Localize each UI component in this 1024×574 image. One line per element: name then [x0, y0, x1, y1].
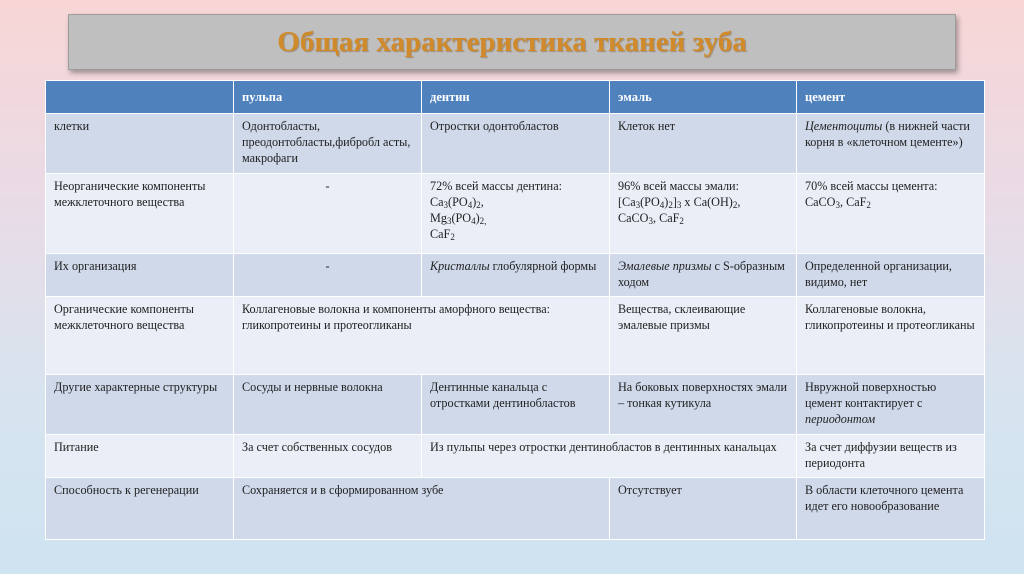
cell-enamel: [610, 174, 797, 254]
cell-pulp: -: [234, 174, 422, 254]
cement-line-2: CaCO$_3$, CaF$_2$: [805, 195, 871, 211]
crystals-term: Кристаллы: [430, 259, 490, 273]
dentin-line-3: $Mg_3(PO_4)_{2,}$: [430, 211, 487, 227]
cell-cement: [797, 174, 985, 254]
cell-pulp: -: [234, 254, 422, 297]
row-label: Другие характерные структуры: [46, 375, 234, 435]
row-nutrition: [46, 435, 985, 478]
cell-pulp: За счет собственных сосудов: [234, 435, 422, 478]
dentin-line-4: CaF$_2$: [430, 227, 455, 243]
header-empty: [46, 81, 234, 114]
header-dentin: дентин: [422, 81, 610, 114]
row-regeneration: [46, 478, 985, 540]
cell-pulp-dentin: Коллагеновые волокна и компоненты аморфного вещества: гликопротеины и протеогликаны: [234, 297, 610, 375]
dentin-line-2: $Ca_3(PO_4)_2$,: [430, 195, 484, 211]
cell-enamel: Клеток нет: [610, 114, 797, 174]
cell-cement: За счет диффузии веществ из периодонта: [797, 435, 985, 478]
enamel-line-1: 96% всей массы эмали:: [618, 179, 739, 193]
row-cells: [46, 114, 985, 174]
cell-cement: Определенной организации, видимо, нет: [797, 254, 985, 297]
cell-dentin: [422, 174, 610, 254]
cell-cement: [797, 114, 985, 174]
tooth-tissues-table: [45, 80, 985, 540]
row-organic: [46, 297, 985, 375]
cell-dentin-enamel: Из пульпы через отростки дентинобластов в дентинных канальцах: [422, 435, 797, 478]
cell-dentin: Отростки одонтобластов: [422, 114, 610, 174]
header-cement: цемент: [797, 81, 985, 114]
cell-enamel: Вещества, склеивающие эмалевые призмы: [610, 297, 797, 375]
periodontium-term: периодонтом: [805, 412, 876, 427]
enamel-prisms-term: Эмалевые призмы: [618, 259, 712, 273]
cell-pulp: Одонтобласты, преодонтобласты,фибробл асты, макрофаги: [234, 114, 422, 174]
cell-enamel: На боковых поверхностях эмали – тонкая кутикула: [610, 375, 797, 435]
row-label: Их организация: [46, 254, 234, 297]
header-row: [46, 81, 985, 114]
cell-cement: Коллагеновые волокна, гликопротеины и протеогликаны: [797, 297, 985, 375]
cell-enamel: Отсутствует: [610, 478, 797, 540]
cell-dentin: Дентинные канальца с отростками дентинобластов: [422, 375, 610, 435]
title-bar: [68, 14, 956, 70]
cell-pulp-dentin: Сохраняется и в сформированном зубе: [234, 478, 610, 540]
slide-title: Общая характеристика тканей зуба: [277, 25, 747, 58]
cement-line-1: 70% всей массы цемента:: [805, 179, 938, 193]
header-enamel: эмаль: [610, 81, 797, 114]
cell-enamel: Эмалевые призмы с S-образным ходом: [610, 254, 797, 297]
enamel-line-3: CaCO$_3$, CaF$_2$: [618, 211, 684, 227]
row-label: Неорганические компоненты межклеточного вещества: [46, 174, 234, 254]
dentin-line-1: 72% всей массы дентина:: [430, 179, 562, 193]
enamel-line-2: $[Ca_3(PO_4)_2]_3$ x $Ca(OH)_2$,: [618, 195, 741, 211]
cementocytes-term: Цементоциты: [805, 119, 883, 133]
cell-cement: В области клеточного цемента идет его новообразование: [797, 478, 985, 540]
cell-pulp: Сосуды и нервные волокна: [234, 375, 422, 435]
cell-dentin: Кристаллы глобулярной формы: [422, 254, 610, 297]
row-organization: [46, 254, 985, 297]
row-inorganic: [46, 174, 985, 254]
row-other-structures: [46, 375, 985, 435]
row-label: клетки: [46, 114, 234, 174]
row-label: Питание: [46, 435, 234, 478]
row-label: Способность к регенерации: [46, 478, 234, 540]
header-pulp: пульпа: [234, 81, 422, 114]
row-label: Органические компоненты межклеточного вещества: [46, 297, 234, 375]
cement-text: (в нижней части корня в «клеточном цементе»): [805, 119, 970, 150]
cell-cement: Нвружной поверхностью цемент контактирует с периодонтом: [797, 375, 985, 435]
